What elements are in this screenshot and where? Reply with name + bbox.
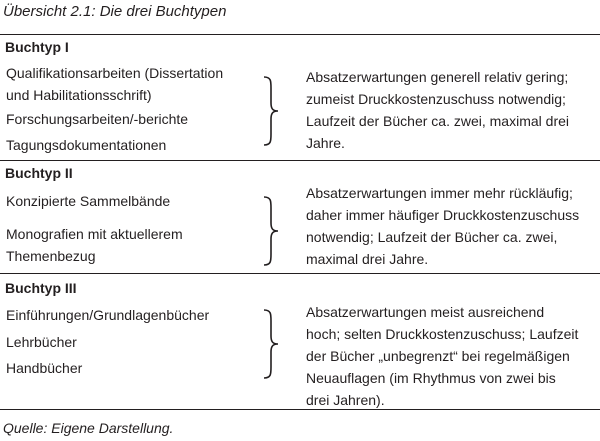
description-line: Absatzerwartungen generell relativ gering; bbox=[306, 69, 569, 85]
description-line: drei Jahren). bbox=[306, 392, 385, 408]
list-item: Qualifikationsarbeiten (Dissertation bbox=[6, 65, 224, 81]
top-rule bbox=[0, 34, 600, 35]
section-buchtyp-3 bbox=[0, 275, 600, 409]
section-title: Buchtyp III bbox=[5, 280, 77, 296]
description-line: Laufzeit der Bücher ca. zwei, maximal drei bbox=[306, 113, 569, 129]
description-line: Absatzerwartungen immer mehr rückläufig; bbox=[306, 185, 573, 201]
section-buchtyp-2 bbox=[0, 162, 600, 273]
section-buchtyp-1 bbox=[0, 36, 600, 160]
list-item: Themenbezug bbox=[6, 248, 96, 264]
description-line: daher immer häufiger Druckkostenzuschuss bbox=[306, 207, 580, 223]
list-item: Forschungsarbeiten/-berichte bbox=[6, 111, 189, 127]
list-item: Tagungsdokumentationen bbox=[6, 137, 167, 153]
bottom-rule bbox=[0, 409, 600, 410]
section-divider bbox=[0, 273, 600, 274]
list-item: Monografien mit aktuellerem bbox=[6, 226, 183, 242]
list-item: Handbücher bbox=[6, 360, 83, 376]
description-line: Jahre. bbox=[306, 135, 345, 151]
section-title: Buchtyp I bbox=[5, 39, 69, 55]
curly-brace-icon bbox=[258, 309, 280, 379]
curly-brace-icon bbox=[258, 196, 280, 266]
section-title: Buchtyp II bbox=[5, 165, 73, 181]
description-line: zumeist Druckkostenzuschuss notwendig; bbox=[306, 91, 566, 107]
section-divider bbox=[0, 160, 600, 161]
description-line: Absatzerwartungen meist ausreichend bbox=[306, 304, 545, 320]
description-line: Neuauflagen (im Rhythmus von zwei bis bbox=[306, 370, 556, 386]
list-item: Konzipierte Sammelbände bbox=[6, 193, 171, 209]
table-caption: Übersicht 2.1: Die drei Buchtypen bbox=[3, 3, 227, 20]
list-item: und Habilitationsschrift) bbox=[6, 87, 152, 103]
description-line: notwendig; Laufzeit der Bücher ca. zwei, bbox=[306, 229, 558, 245]
description-line: maximal drei Jahre. bbox=[306, 251, 429, 267]
source-note: Quelle: Eigene Darstellung. bbox=[3, 420, 174, 436]
curly-brace-icon bbox=[258, 76, 280, 146]
list-item: Einführungen/Grundlagenbücher bbox=[6, 307, 210, 323]
description-line: der Bücher „unbegrenzt“ bei regelmäßigen bbox=[306, 348, 570, 364]
list-item: Lehrbücher bbox=[6, 334, 77, 350]
description-line: hoch; selten Druckkostenzuschuss; Laufzeit bbox=[306, 326, 579, 342]
